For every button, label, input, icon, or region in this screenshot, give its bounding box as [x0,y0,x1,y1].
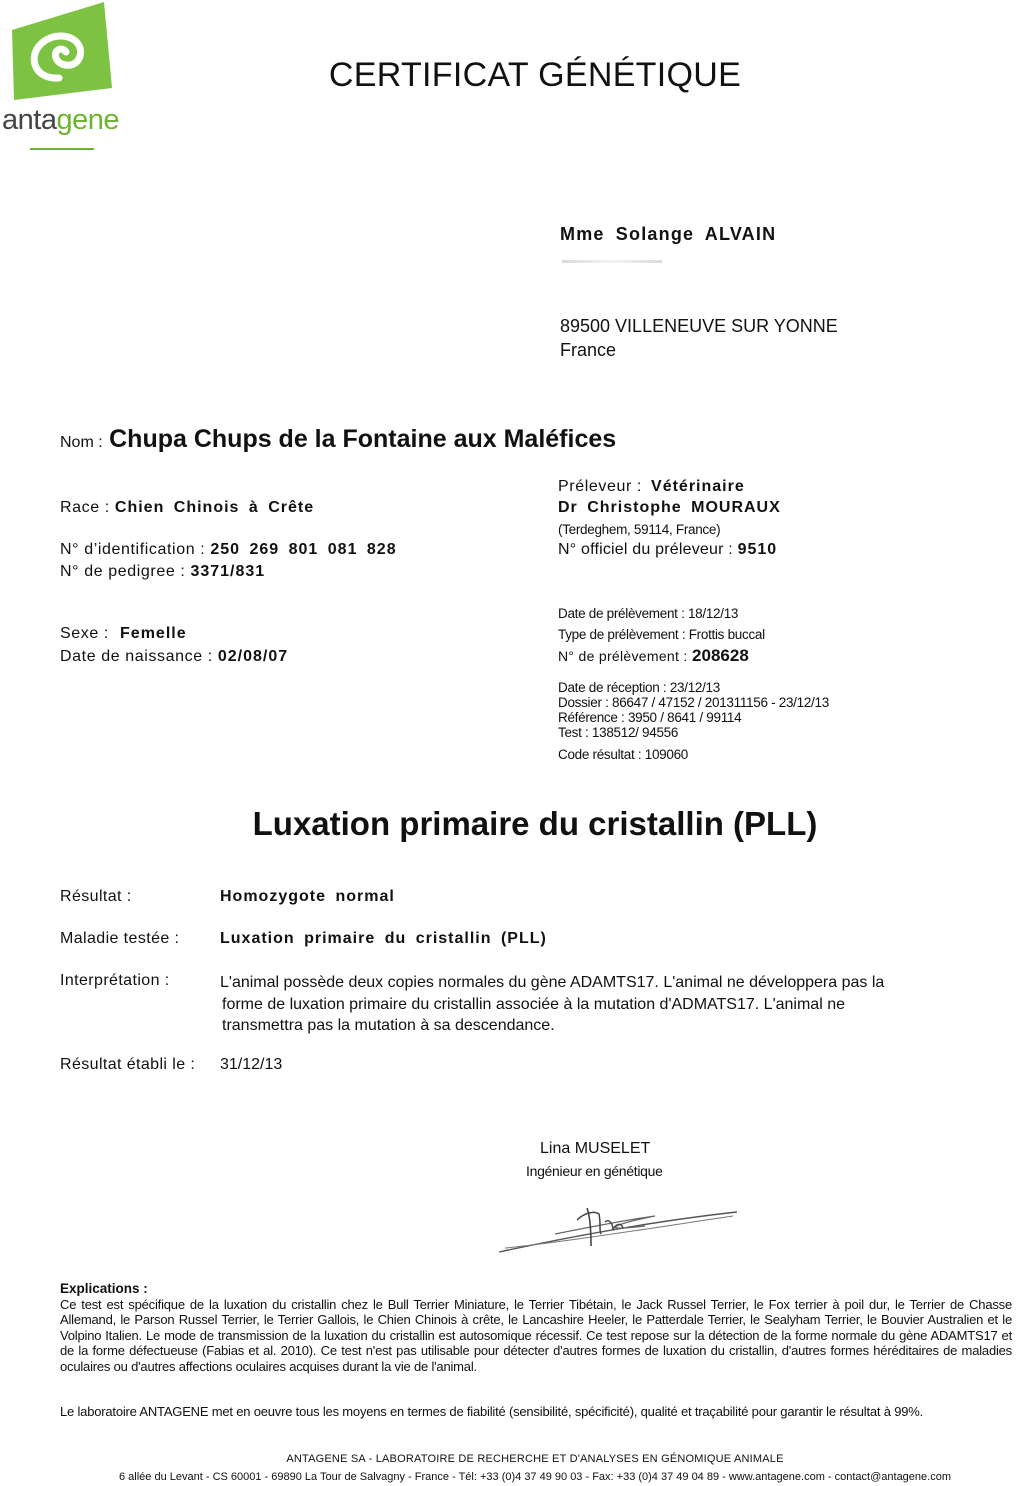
interpretation-line: forme de luxation primaire du cristallin associée à la mutation d'ADMATS17. L'animal ne [222,995,845,1013]
interpretation-label: Interprétation : [60,972,170,989]
sample-date: Date de prélèvement : 18/12/13 [558,606,739,621]
explanations-heading: Explications : [60,1281,148,1296]
result-code: Code résultat : 109060 [558,747,688,762]
birth-date-row [60,648,288,666]
disease-label: Maladie testée : [60,930,180,947]
sampler-row [558,478,745,496]
race-row [60,499,314,517]
sex-label: Sexe : [60,625,109,642]
test-number: Test : 138512/ 94556 [558,725,679,740]
interpretation-line: transmettra pas la mutation à sa descendance. [222,1017,555,1034]
signatory-name: Lina MUSELET [540,1140,651,1157]
pedigree-value: 3371/831 [190,563,266,580]
animal-name-row [60,425,616,454]
footer-company: ANTAGENE SA - LABORATOIRE DE RECHERCHE ET D'ANALYSES EN GÉNOMIQUE ANIMALE [286,1453,784,1465]
sample-type: Type de prélèvement : Frottis buccal [558,627,765,642]
explanations-paragraph: Ce test est spécifique de la luxation du cristallin chez le Bull Terrier Miniature, le Terrier Tibétain, le Jack Russel Terrier, le Fox terrier à poil dur, le Terrier de Chasse Allemand, le Parson Russel Terrier, le Terrier Gallois, le Chien Chinois à crête, le Lancashire Heeler, le Patterdale Terrier, le Sealyham Terrier, le Bouvier Australien et le Volpino Italien. Le mode de transmission de la luxation du cristallin est autosomique récessif. Ce test repose sur la détection de la forme normale du gène ADAMTS17 et de la forme défectueuse (Fabias et al. 2010). Ce test n'est pas utilisable pour détecter d'autres formes de luxation du cristallin, d'autres formes héréditaires de maladies oculaires ou d'autres affections oculaires acquises durant la vie de l'animal. [60,1297,1012,1374]
sex-value: Femelle [120,625,187,642]
animal-name: Chupa Chups de la Fontaine aux Maléfices [109,425,617,453]
handwritten-signature [495,1190,740,1260]
sample-number-label: N° de prélèvement : [558,648,688,664]
result-date-label: Résultat établi le : [60,1056,196,1073]
sampler-label: Préleveur : [558,478,642,495]
identification-row [60,541,397,559]
reference: Référence : 3950 / 8641 / 99114 [558,710,742,725]
interpretation-line: L'animal possède deux copies normales du gène ADAMTS17. L'animal ne développera pas la [220,974,885,991]
sample-number-row [558,646,749,666]
sex-row [60,625,187,643]
result-label: Résultat : [60,888,132,905]
logo-underline [30,148,94,150]
sampler-official-row [558,541,777,559]
result-value: Homozygote normal [220,888,395,905]
reception-date: Date de réception : 23/12/13 [558,680,720,695]
identification-value: 250 269 801 081 828 [210,541,397,558]
race-label: Race : [60,499,110,516]
footer-contact: 6 allée du Levant - CS 60001 - 69890 La Tour de Salvagny - France - Tél: +33 (0)4 37 49 90 03 - Fax: +33 (0)4 37 49 04 89 - www.antagene.com - contact@antagene.com [119,1471,951,1483]
sampler-official-label: N° officiel du préleveur : [558,541,733,558]
owner-country: France [560,340,617,360]
page-title: CERTIFICAT GÉNÉTIQUE [328,56,742,94]
sampler-location: (Terdeghem, 59114, France) [558,522,721,537]
race-value: Chien Chinois à Crête [114,499,315,516]
birth-date-value: 02/08/07 [217,648,289,665]
result-date-value: 31/12/13 [220,1056,283,1073]
animal-name-label: Nom : [60,434,103,451]
interpretation-text [220,972,940,1037]
disease-value: Luxation primaire du cristallin (PLL) [220,930,547,947]
pedigree-label: N° de pedigree : [60,563,186,580]
sampler-name: Dr Christophe MOURAUX [558,499,781,516]
identification-label: N° d’identification : [60,541,206,558]
redacted-address-line [562,260,662,263]
pedigree-row [60,563,265,581]
sampler-official-no: 9510 [737,541,778,558]
quality-paragraph: Le laboratoire ANTAGENE met en oeuvre tous les moyens en termes de fiabilité (sensibilité, spécificité), qualité et traçabilité pour garantir le résultat à 99%. [60,1404,924,1419]
owner-name: Mme Solange ALVAIN [560,224,777,244]
sample-number: 208628 [692,646,749,665]
test-title: Luxation primaire du cristallin (PLL) [252,805,818,842]
sampler-type: Vétérinaire [651,478,745,495]
dossier: Dossier : 86647 / 47152 / 201311156 - 23/12/13 [558,695,829,710]
signatory-title: Ingénieur en génétique [526,1163,663,1179]
owner-city: 89500 VILLENEUVE SUR YONNE [560,316,838,336]
logo-wordmark: antagene [2,104,119,136]
birth-date-label: Date de naissance : [60,648,213,665]
